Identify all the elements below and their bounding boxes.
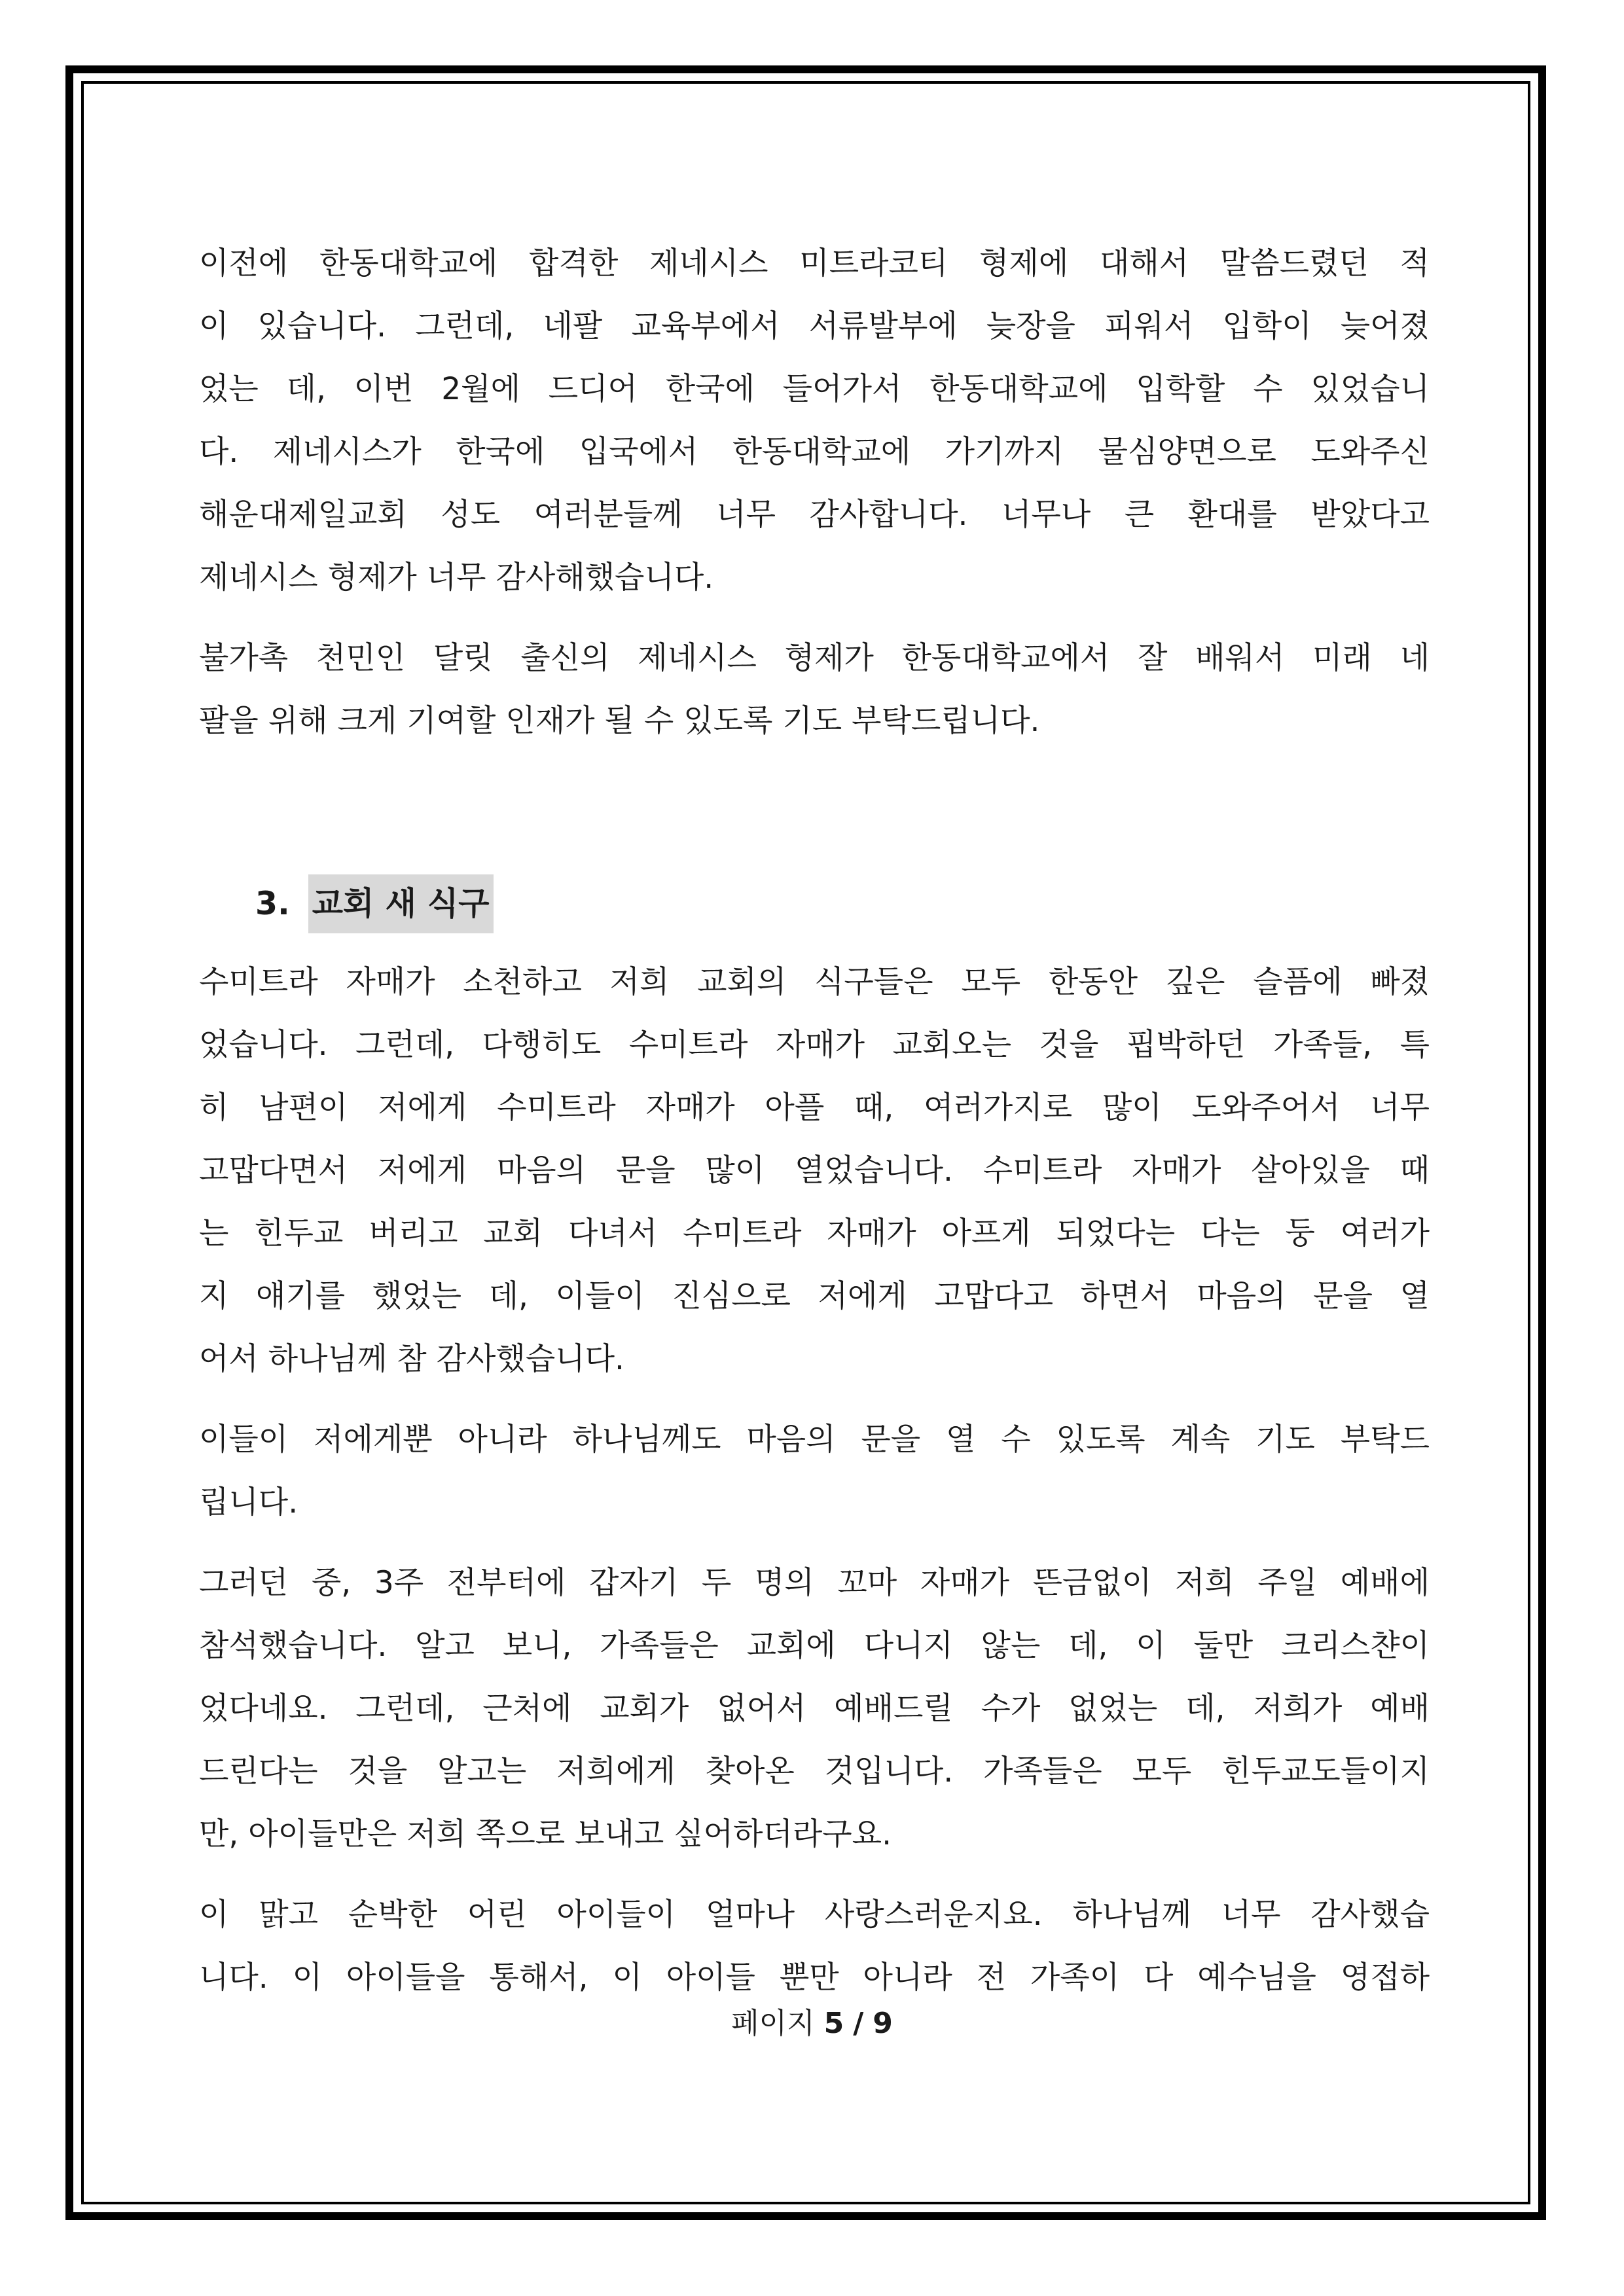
paragraphs-top — [199, 232, 1430, 753]
paragraph-line: 지 얘기를 했었는 데, 이들이 진심으로 저에게 고맙다고 하면서 마음의 문을 열 — [199, 1278, 1430, 1314]
paragraph-line: 수미트라 자매가 소천하고 저희 교회의 식구들은 모두 한동안 깊은 슬픔에 빠졌 — [199, 964, 1430, 1000]
paragraph-line: 드린다는 것을 알고는 저희에게 찾아온 것입니다. 가족들은 모두 힌두교도들이지 — [199, 1753, 1430, 1789]
paragraph — [199, 1408, 1430, 1534]
paragraph-line: 참석했습니다. 알고 보니, 가족들은 교회에 다니지 않는 데, 이 둘만 크리스챤이 — [199, 1628, 1430, 1664]
page-footer — [0, 2004, 1624, 2043]
paragraph-line: 었습니다. 그런데, 다행히도 수미트라 자매가 교회오는 것을 핍박하던 가족들, 특 — [199, 1027, 1430, 1063]
paragraph-line: 립니다. — [199, 1484, 298, 1520]
paragraph-line: 고맙다면서 저에게 마음의 문을 많이 열었습니다. 수미트라 자매가 살아있을 때 — [199, 1153, 1430, 1189]
paragraph-line: 이들이 저에게뿐 아니라 하나님께도 마음의 문을 열 수 있도록 계속 기도 부탁드 — [199, 1422, 1430, 1458]
paragraph-line: 제네시스 형제가 너무 감사해했습니다. — [199, 560, 714, 596]
footer-separator: / — [853, 2007, 864, 2040]
paragraph-line: 해운대제일교회 성도 여러분들께 너무 감사합니다. 너무나 큰 환대를 받았다고 — [199, 497, 1430, 533]
paragraph — [199, 627, 1430, 753]
footer-current-page: 5 — [823, 2007, 844, 2040]
paragraph — [199, 951, 1430, 1391]
paragraph-line: 이전에 한동대학교에 합격한 제네시스 미트라코티 형제에 대해서 말씀드렸던 적 — [199, 245, 1430, 281]
footer-label: 페이지 — [731, 2007, 815, 2040]
paragraphs-bottom — [199, 951, 1430, 2009]
footer-total-pages: 9 — [873, 2007, 893, 2040]
paragraph-line: 이 맑고 순박한 어린 아이들이 얼마나 사랑스러운지요. 하나님께 너무 감사했습 — [199, 1897, 1430, 1933]
paragraph-line: 이 있습니다. 그런데, 네팔 교육부에서 서류발부에 늦장을 피워서 입학이 늦어졌 — [199, 308, 1430, 344]
paragraph — [199, 1552, 1430, 1866]
section-number: 3. — [255, 885, 290, 922]
section-title: 교회 새 식구 — [308, 874, 494, 933]
paragraph-line: 만, 아이들만은 저희 쪽으로 보내고 싶어하더라구요. — [199, 1816, 892, 1852]
paragraph-line: 니다. 이 아이들을 통해서, 이 아이들 뿐만 아니라 전 가족이 다 예수님을 영접하 — [199, 1960, 1430, 1996]
document-body — [199, 232, 1430, 2027]
paragraph-line: 히 남편이 저에게 수미트라 자매가 아플 때, 여러가지로 많이 도와주어서 너무 — [199, 1090, 1430, 1126]
paragraph — [199, 1884, 1430, 2009]
paragraph-line: 어서 하나님께 참 감사했습니다. — [199, 1341, 624, 1377]
paragraph-line: 는 힌두교 버리고 교회 다녀서 수미트라 자매가 아프게 되었다는 다는 둥 여러가 — [199, 1215, 1430, 1251]
paragraph-line: 불가촉 천민인 달릿 출신의 제네시스 형제가 한동대학교에서 잘 배워서 미래 네 — [199, 640, 1430, 676]
paragraph-line: 그러던 중, 3주 전부터에 갑자기 두 명의 꼬마 자매가 뜬금없이 저희 주일 예배에 — [199, 1565, 1430, 1601]
paragraph — [199, 232, 1430, 609]
paragraph-line: 었다네요. 그런데, 근처에 교회가 없어서 예배드릴 수가 없었는 데, 저희가 예배 — [199, 1691, 1430, 1727]
section-heading — [255, 872, 1430, 935]
paragraph-line: 다. 제네시스가 한국에 입국에서 한동대학교에 가기까지 물심양면으로 도와주신 — [199, 434, 1430, 470]
paragraph-line: 팔을 위해 크게 기여할 인재가 될 수 있도록 기도 부탁드립니다. — [199, 703, 1040, 739]
paragraph-line: 었는 데, 이번 2월에 드디어 한국에 들어가서 한동대학교에 입학할 수 있었습니 — [199, 371, 1430, 407]
